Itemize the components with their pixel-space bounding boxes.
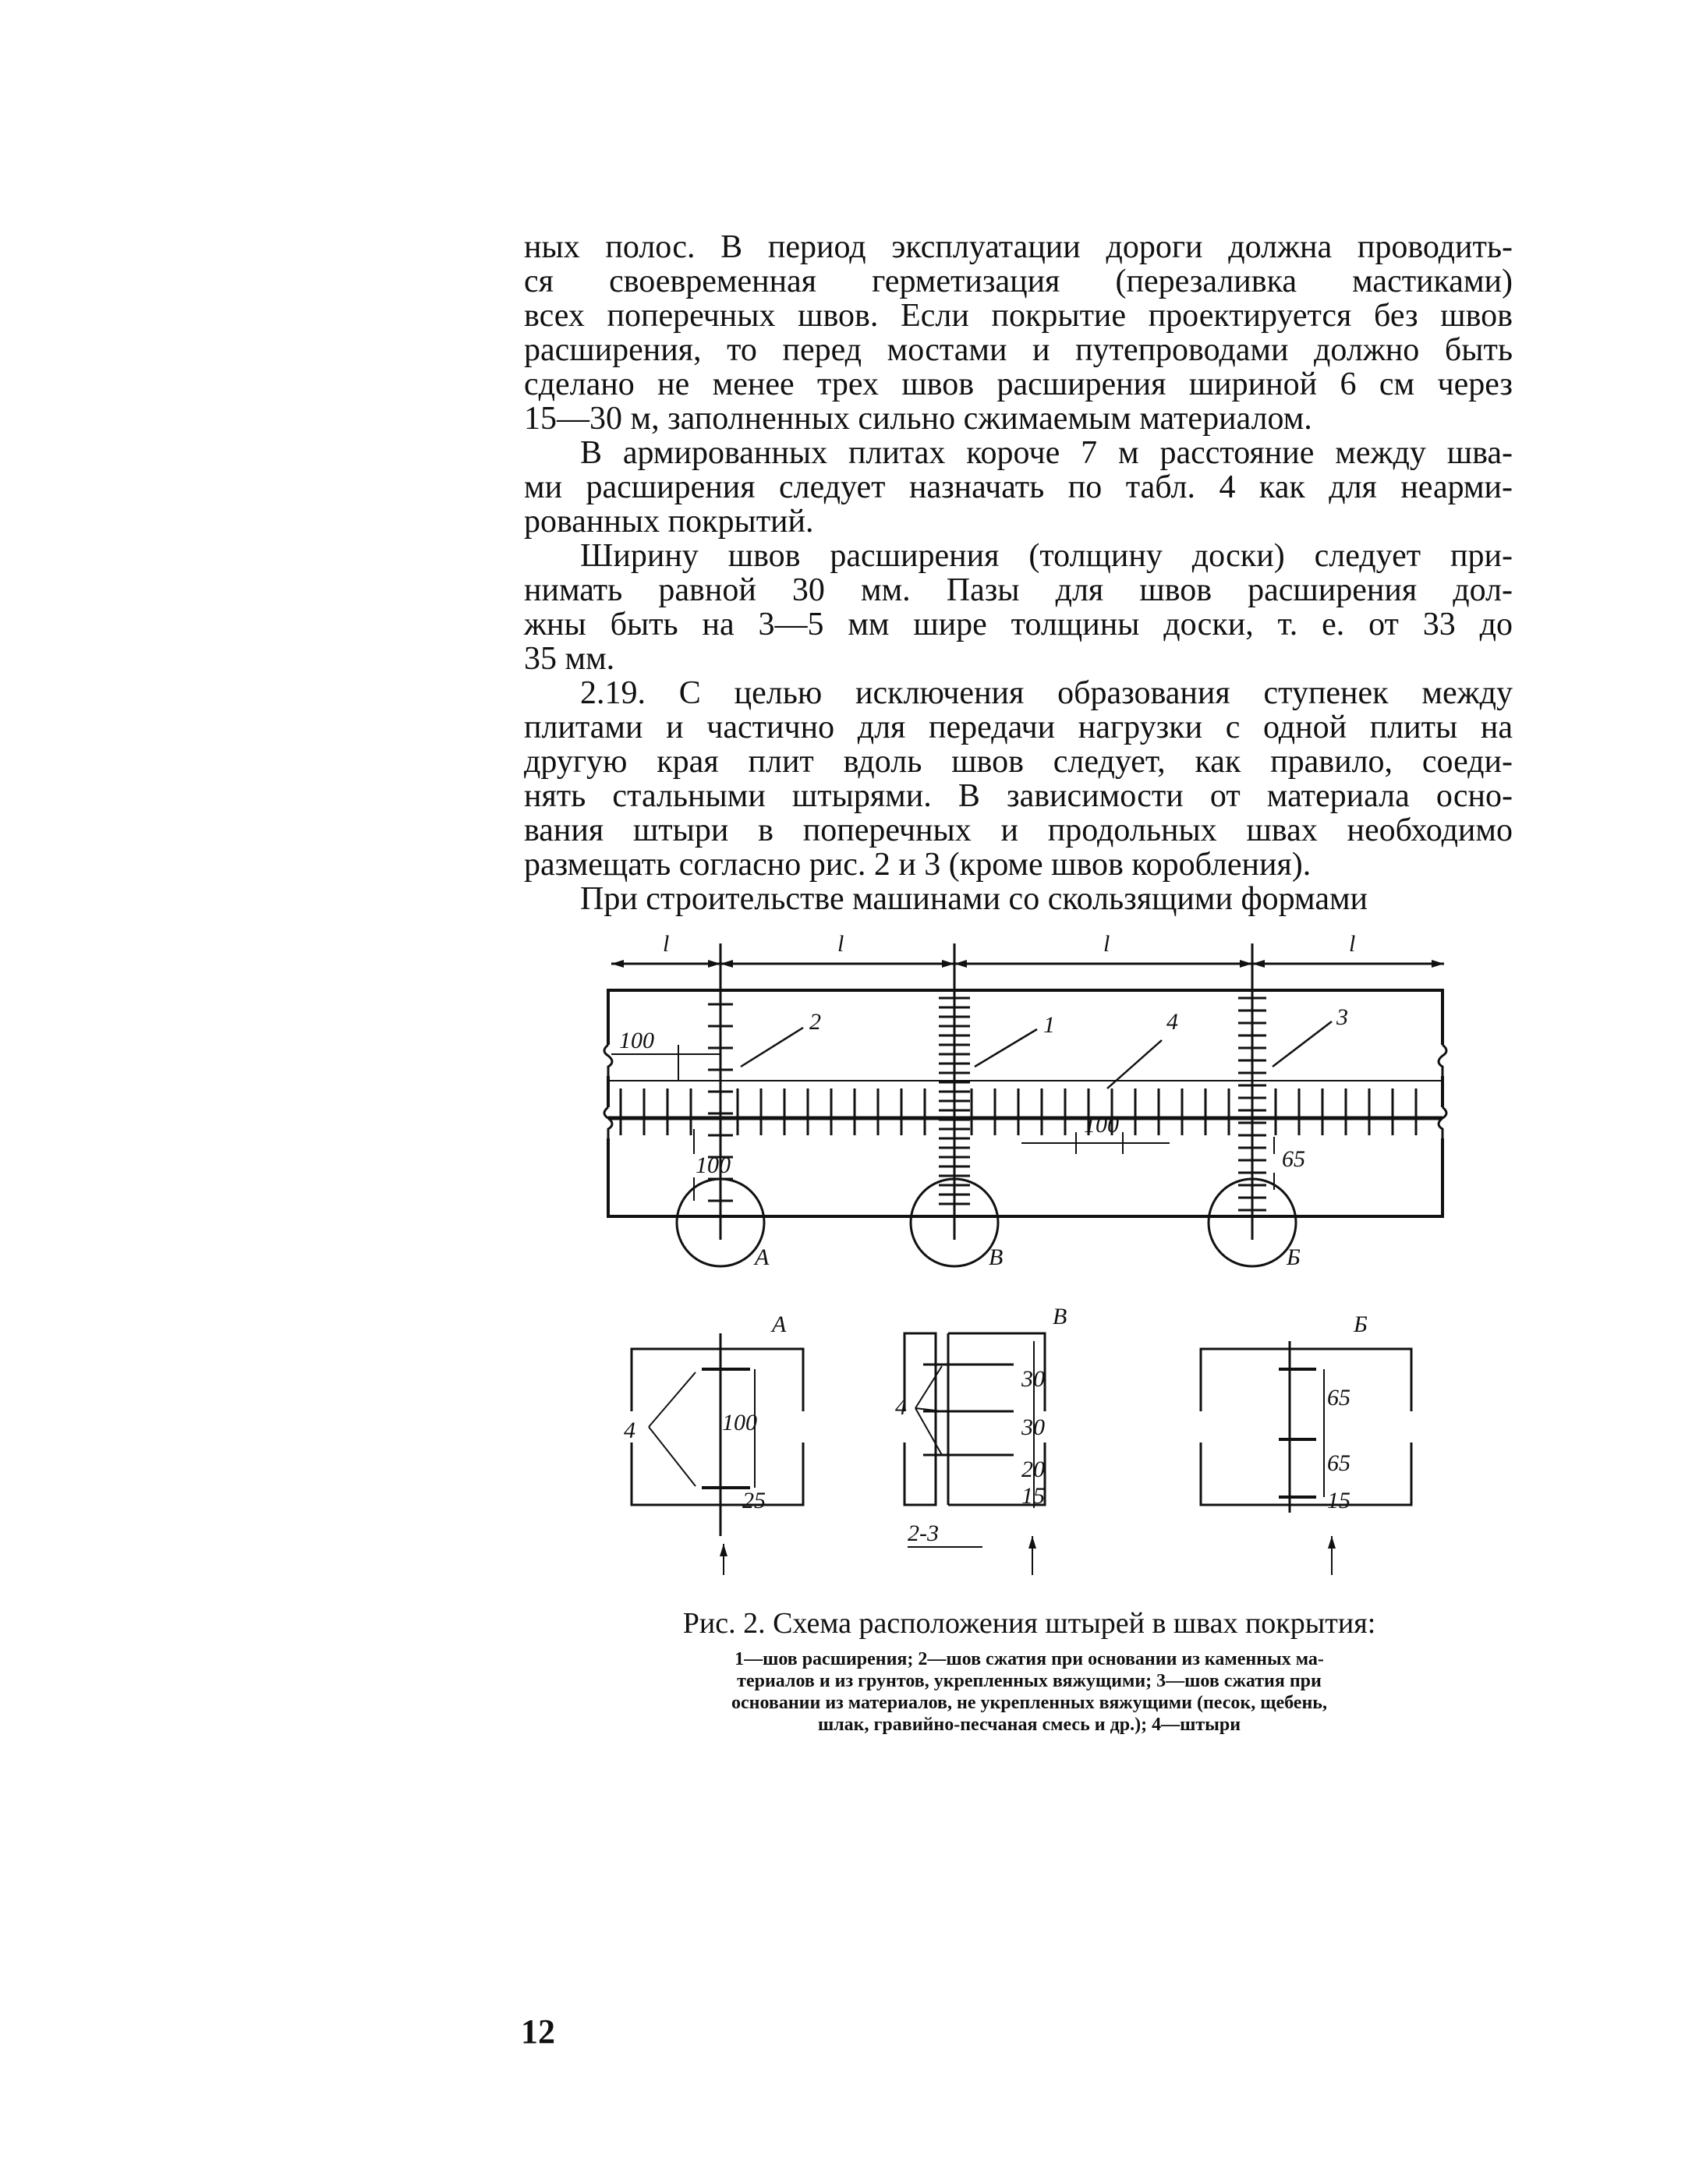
dim-65: 65 xyxy=(1282,1146,1305,1172)
text-line: ся своевременная герметизация (перезаливка мастиками) xyxy=(524,264,1513,299)
legend-line: териалов и из грунтов, укрепленных вяжущими; 3—шов сжатия при xyxy=(737,1671,1322,1691)
joint-label-2: 2 xyxy=(809,1009,821,1035)
detail-v-title: В xyxy=(1053,1304,1067,1329)
body-text xyxy=(524,230,1513,916)
text-line: жны быть на 3—5 мм шире толщины доски, т. е. от 33 до xyxy=(524,607,1513,642)
paragraph xyxy=(524,882,1513,916)
span-label: l xyxy=(837,931,844,957)
legend-line: 1—шов расширения; 2—шов сжатия при основании из каменных ма- xyxy=(735,1649,1324,1669)
slab-outline xyxy=(604,990,1446,1216)
dowel-label: 4 xyxy=(624,1418,635,1443)
text-line: нять стальными штырями. В зависимости от материала осно- xyxy=(524,778,1513,814)
joint-label-1: 1 xyxy=(1043,1012,1055,1038)
span-label: l xyxy=(1349,931,1356,957)
page-number: 12 xyxy=(521,2012,555,2051)
dim-100: 100 xyxy=(619,1028,654,1053)
text-line: При строительстве машинами со скользящими формами xyxy=(580,881,1368,917)
dowel-layout-figure xyxy=(577,928,1481,1602)
dowel-label: 4 xyxy=(895,1394,907,1420)
detail-a-title: А xyxy=(772,1311,787,1337)
text-line: расширения, то перед мостами и путепроводами должно быть xyxy=(524,332,1513,368)
text-line: В армированных плитах короче 7 м расстояние между шва- xyxy=(580,435,1513,471)
joint-label-3: 3 xyxy=(1336,1004,1348,1030)
detail-label-v: В xyxy=(989,1244,1004,1270)
dim-15: 15 xyxy=(1327,1488,1350,1513)
text-line: плитами и частично для передачи нагрузки с одной плиты на xyxy=(524,710,1513,745)
text-line: вания штыри в поперечных и продольных швах необходимо xyxy=(524,812,1513,848)
text-line: рованных покрытий. xyxy=(524,504,814,540)
detail-label-a: А xyxy=(755,1244,770,1270)
text-line: всех поперечных швов. Если покрытие проектируется без швов xyxy=(524,298,1513,334)
dim-65: 65 xyxy=(1327,1385,1350,1411)
detail-b xyxy=(1201,1311,1411,1575)
caption-legend xyxy=(593,1648,1466,1736)
text-line: Ширину швов расширения (толщину доски) следует при- xyxy=(580,538,1513,574)
dim-30: 30 xyxy=(1021,1366,1045,1392)
paragraph xyxy=(524,676,1513,882)
paragraph xyxy=(524,539,1513,676)
dim-20: 20 xyxy=(1021,1457,1045,1482)
caption-title: Рис. 2. Схема расположения штырей в швах покрытия: xyxy=(682,1607,1376,1640)
paragraph xyxy=(524,230,1513,436)
text-line: 35 мм. xyxy=(524,641,615,677)
legend-line: шлак, гравийно-песчаная смесь и др.); 4—штыри xyxy=(817,1715,1241,1735)
dim-15: 15 xyxy=(1021,1483,1045,1509)
text-line: 2.19. С целью исключения образования ступенек между xyxy=(580,675,1513,711)
dim-100: 100 xyxy=(696,1152,731,1178)
dim-65: 65 xyxy=(1327,1450,1350,1476)
dim-100: 100 xyxy=(722,1410,757,1435)
text-line: сделано не менее трех швов расширения шириной 6 см через xyxy=(524,366,1513,402)
figure-caption xyxy=(593,1606,1466,1736)
span-label: l xyxy=(663,931,670,957)
detail-label-b: Б xyxy=(1287,1244,1301,1270)
detail-v xyxy=(895,1304,1067,1575)
span-dimensions xyxy=(611,931,1444,975)
dim-100: 100 xyxy=(1084,1112,1119,1138)
text-line: нимать равной 30 мм. Пазы для швов расширения дол- xyxy=(524,572,1513,608)
dowel-label-4: 4 xyxy=(1166,1009,1178,1035)
detail-a xyxy=(624,1311,803,1575)
span-label: l xyxy=(1103,931,1110,957)
gap-2-3: 2-3 xyxy=(908,1520,939,1546)
dim-25: 25 xyxy=(742,1488,766,1513)
text-line: ных полос. В период эксплуатации дороги должна проводить- xyxy=(524,229,1513,265)
dowels-longitudinal xyxy=(621,1088,1416,1135)
text-line: другую края плит вдоль швов следует, как правило, соеди- xyxy=(524,744,1513,780)
detail-b-title: Б xyxy=(1354,1311,1368,1337)
text-line: размещать согласно рис. 2 и 3 (кроме швов коробления). xyxy=(524,847,1312,883)
leader-lines xyxy=(741,1021,1332,1088)
figure-drawing xyxy=(577,928,1481,1598)
paragraph xyxy=(524,436,1513,539)
dim-30: 30 xyxy=(1021,1414,1045,1440)
text-line: ми расширения следует назначать по табл. 4 как для неарми- xyxy=(524,469,1513,505)
text-line: 15—30 м, заполненных сильно сжимаемым материалом. xyxy=(524,401,1312,437)
legend-line: основании из материалов, не укрепленных вяжущими (песок, щебень, xyxy=(731,1693,1327,1713)
